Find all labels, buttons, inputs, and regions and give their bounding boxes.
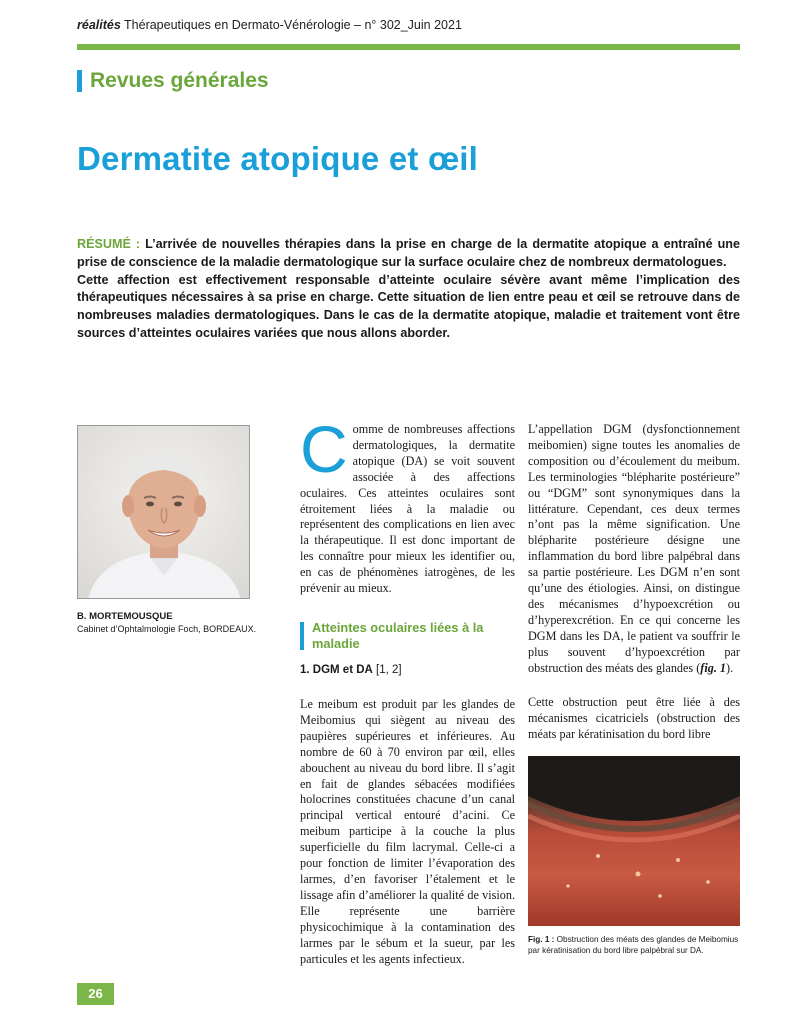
section-heading bbox=[77, 68, 269, 94]
intro-text: omme de nombreuses affections dermatologiques, la dermatite atopique (DA) se voit souvent associée à des affections oculaires. Ces atteintes oculaires sont étroitement liées à la maladie ou représentent des complications en lien avec la thérapeutique. Il est donc important de les connaître pour mieux les identifier ou, en cas de phénomènes iatrogènes, de les prévenir au mieux. bbox=[300, 422, 515, 596]
page-number: 26 bbox=[77, 983, 114, 1005]
subheading bbox=[300, 620, 515, 652]
abstract-paragraph-2: Cette affection est effectivement responsable d’atteinte oculaire sévère avant même l’implication des thérapeutiques nécessaires à sa prise en charge. Cette situation de lien entre peau et œil se retrouve dans de nombreuses maladies dermatologiques. Dans le cas de la dermatite atopique, maladie et traitement vont être sources d’atteintes oculaires variées que nous allons aborder. bbox=[77, 272, 740, 340]
section-label: Revues générales bbox=[90, 69, 269, 92]
figure-1-image bbox=[528, 756, 740, 926]
body-text: L’appellation DGM (dysfonctionnement meibomien) signe toutes les anomalies de composition ou d’écoulement du meibum. Les terminologies “blépharite postérieure” ou “DGM” sont synonymiques dans la littérature. Cependant, ces deux termes n’ont pas la même signification. Une blépharite postérieure désigne une inflammation du bord libre palpébral dans sa partie postérieure. Les DGM n’en sont qu’une des étiologies. Ainsi, on distingue des mécanismes d’hypoexcrétion ou d’hyperexcrétion. En ce qui concerne les DGM dans les DA, le patient va souffrir le plus souvent d’hypoexcrétion par obstruction des méats des glandes ( bbox=[528, 422, 740, 675]
author-photo bbox=[77, 425, 250, 599]
abstract-paragraph-1 bbox=[77, 236, 740, 272]
author-portrait-image bbox=[78, 426, 250, 599]
body-paragraph bbox=[528, 422, 740, 677]
figure-caption-text: Obstruction des méats des glandes de Meibomius par kératinisation du bord libre palpébral sur DA. bbox=[528, 935, 739, 955]
body-text-end: ). bbox=[726, 660, 734, 675]
body-column-3-bottom bbox=[528, 695, 740, 743]
drop-cap: C bbox=[300, 412, 348, 486]
figure-caption bbox=[528, 934, 740, 956]
journal-name: réalités bbox=[77, 18, 121, 32]
article-title: Dermatite atopique et œil bbox=[77, 140, 479, 177]
subheading-label: Atteintes oculaires liées à la maladie bbox=[312, 620, 484, 651]
eyelid-photo bbox=[528, 756, 740, 926]
abstract bbox=[77, 236, 740, 343]
running-head bbox=[77, 18, 462, 32]
header-rule bbox=[77, 44, 740, 50]
abstract-label: RÉSUMÉ : bbox=[77, 237, 141, 251]
author-name: B. MORTEMOUSQUE bbox=[77, 611, 173, 622]
subsubheading-refs: [1, 2] bbox=[372, 664, 402, 676]
body-column-3-top bbox=[528, 422, 740, 677]
subsubheading-title: 1. DGM et DA bbox=[300, 664, 373, 676]
body-column-2 bbox=[300, 697, 515, 967]
subheading-marker bbox=[300, 622, 304, 650]
author-affiliation: Cabinet d’Ophtalmologie Foch, BORDEAUX. bbox=[77, 624, 257, 634]
journal-issue: Thérapeutiques en Dermato-Vénérologie – n° 302_Juin 2021 bbox=[124, 18, 462, 32]
figure-reference[interactable]: fig. 1 bbox=[700, 660, 727, 675]
subsubheading bbox=[300, 664, 402, 676]
section-marker bbox=[77, 70, 82, 92]
body-paragraph: Cette obstruction peut être liée à des mécanismes cicatriciels (obstruction des méats par kératinisation du bord libre bbox=[528, 695, 740, 741]
body-paragraph: Le meibum est produit par les glandes de Meibomius qui siègent au niveau des paupières supérieures et inférieures. Au nombre de 60 à 70 environ par œil, elles abouchent au niveau du bord libre. Il s’agit en fait de glandes sébacées modifiées holocrines constituées chacune d’un canal principal vertical entouré d’acini. Ce meibum participe à la couche la plus superficielle du film lacrymal. Celle-ci a pour fonction de limiter l’évaporation des larmes, d’en favoriser l’étalement et le lissage afin d’améliorer la qualité de vision. Elle représente une barrière physicochimique à la contamination des larmes par le sébum et la sueur, par les particules et les agents infectieux. bbox=[300, 697, 515, 966]
abstract-text-1: L’arrivée de nouvelles thérapies dans la prise en charge de la dermatite atopique a entraîné une prise de conscience de la maladie dermatologique sur la surface oculaire chez de nombreux dermatologues. bbox=[77, 237, 741, 269]
figure-label: Fig. 1 : bbox=[528, 935, 555, 944]
intro-paragraph bbox=[300, 412, 515, 597]
